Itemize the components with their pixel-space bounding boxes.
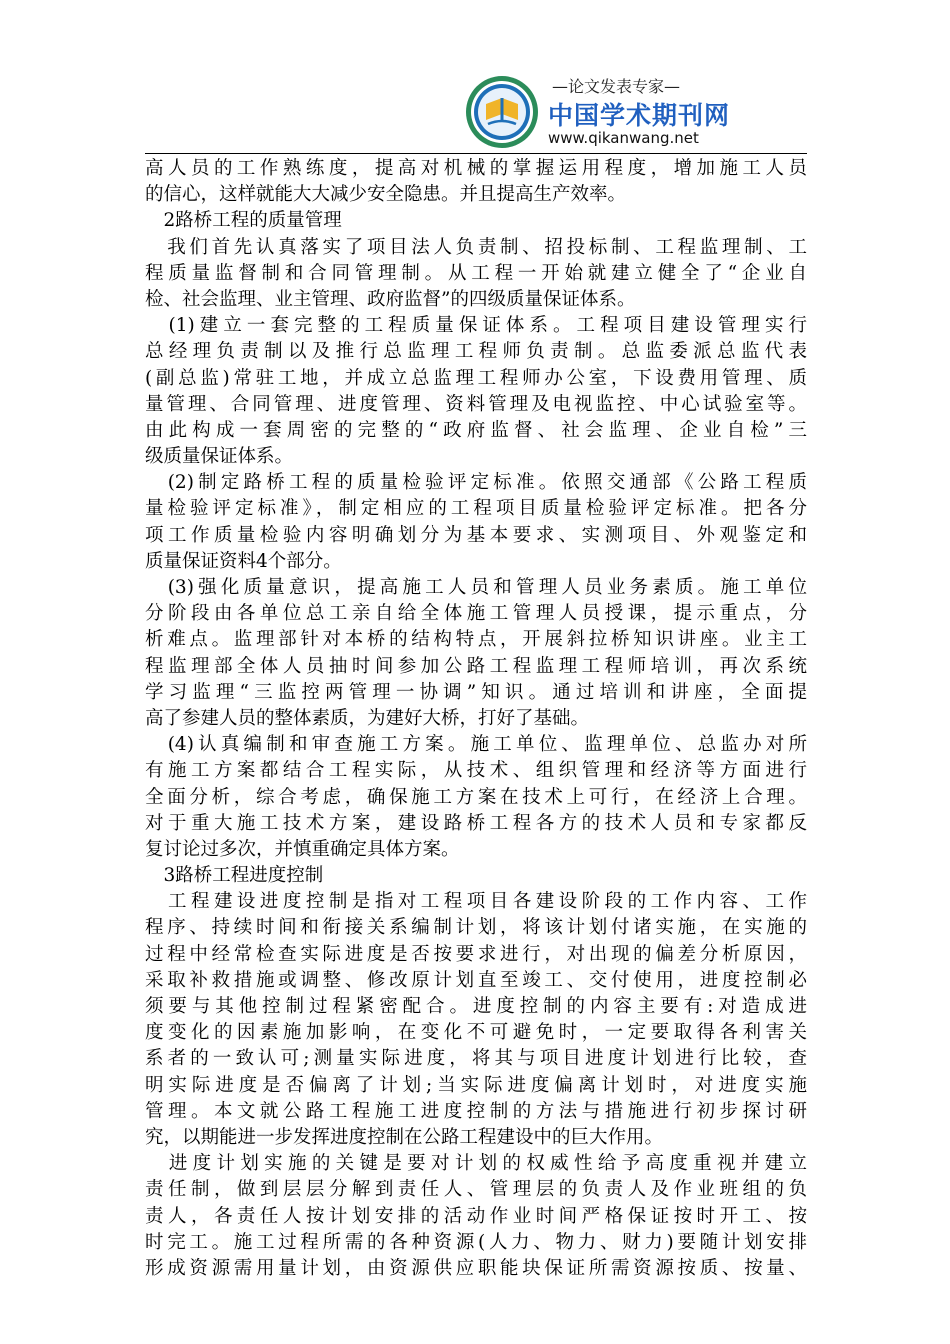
text-line: 管理。本文就公路工程施工进度控制的方法与措施进行初步探讨研: [145, 1100, 807, 1122]
text-line: 总经理负责制以及推行总监理工程师负责制。总监委派总监代表: [145, 341, 807, 363]
text-line: 程质量监督制和合同管理制。从工程一开始就建立健全了“企业自: [145, 262, 807, 284]
text-line: 我们首先认真落实了项目法人负责制、招投标制、工程监理制、工: [145, 236, 807, 258]
seal-logo-icon: [464, 74, 540, 150]
text-line: 的信心，这样就能大大减少安全隐患。并且提高生产效率。: [145, 184, 627, 206]
text-line: 责人，各责任人按计划安排的活动作业时间严格保证按时开工、按: [145, 1205, 807, 1227]
text-line: 学习监理“三监控两管理一协调”知识。通过培训和讲座，全面提: [145, 681, 807, 703]
text-line: 形成资源需用量计划，由资源供应职能块保证所需资源按质、按量、: [145, 1257, 807, 1279]
text-line: 进度计划实施的关键是要对计划的权威性给予高度重视并建立: [145, 1153, 807, 1175]
text-line: 须要与其他控制过程紧密配合。进度控制的内容主要有:对造成进: [145, 996, 807, 1017]
text-line: 过程中经常检查实际进度是否按要求进行，对出现的偏差分析原因，: [145, 943, 807, 965]
text-line: 由此构成一套周密的完整的“政府监督、社会监理、企业自检”三: [145, 419, 807, 441]
text-line: 级质量保证体系。: [145, 446, 294, 468]
text-line: 3路桥工程进度控制: [145, 865, 324, 887]
text-line: 采取补救措施或调整、修改原计划直至竣工、交付使用，进度控制必: [145, 969, 807, 991]
text-line: 析难点。监理部针对本桥的结构特点，开展斜拉桥知识讲座。业主工: [145, 629, 807, 651]
text-line: 责任制，做到层层分解到责任人、管理层的负责人及作业班组的负: [145, 1179, 807, 1201]
text-line: 度变化的因素施加影响，在变化不可避免时，一定要取得各利害关: [145, 1022, 807, 1044]
text-line: (2)制定路桥工程的质量检验评定标准。依照交通部《公路工程质: [145, 472, 807, 494]
text-line: 全面分析，综合考虑，确保施工方案在技术上可行，在经济上合理。: [145, 786, 807, 808]
text-line: 量检验评定标准》，制定相应的工程项目质量检验评定标准。把各分: [145, 498, 807, 520]
text-line: 究，以期能进一步发挥进度控制在公路工程建设中的巨大作用。: [145, 1126, 664, 1148]
text-line: 时完工。施工过程所需的各种资源(人力、物力、财力)要随计划安排: [145, 1231, 807, 1253]
text-line: (副总监)常驻工地，并成立总监理工程师办公室，下设费用管理、质: [145, 367, 807, 389]
text-line: 工程建设进度控制是指对工程项目各建设阶段的工作内容、工作: [145, 891, 807, 913]
text-line: 2路桥工程的质量管理: [145, 210, 342, 232]
logo-tagline: —论文发表专家—: [552, 77, 681, 96]
text-line: 有施工方案都结合工程实际，从技术、组织管理和经济等方面进行: [145, 760, 807, 782]
text-line: 明实际进度是否偏离了计划;当实际进度偏离计划时，对进度实施: [145, 1074, 807, 1096]
text-line: (1)建立一套完整的工程质量保证体系。工程项目建设管理实行: [145, 315, 807, 337]
text-line: 高了参建人员的整体素质，为建好大桥，打好了基础。: [145, 707, 590, 729]
site-logo: [464, 72, 731, 152]
text-line: 程监理部全体人员抽时间参加公路工程监理工程师培训，再次系统: [145, 655, 807, 677]
text-line: 分阶段由各单位总工亲自给全体施工管理人员授课，提示重点，分: [145, 603, 807, 625]
text-line: 质量保证资料4个部分。: [145, 550, 342, 572]
logo-url[interactable]: www.qikanwang.net: [548, 129, 699, 147]
text-line: (3)强化质量意识，提高施工人员和管理人员业务素质。施工单位: [145, 577, 807, 598]
text-line: 项工作质量检验内容明确划分为基本要求、实测项目、外观鉴定和: [145, 524, 807, 546]
header-divider: [145, 153, 807, 154]
text-line: 复讨论过多次，并慎重确定具体方案。: [145, 838, 460, 860]
text-line: (4)认真编制和审查施工方案。施工单位、监理单位、总监办对所: [145, 734, 807, 756]
logo-name: 中国学术期刊网: [548, 101, 731, 130]
article-body: [145, 156, 807, 1282]
text-line: 程序、持续时间和衔接关系编制计划，将该计划付诸实施，在实施的: [145, 917, 807, 939]
text-line: 量管理、合同管理、进度管理、资料管理及电视监控、中心试验室等。: [145, 393, 807, 415]
text-line: 对于重大施工技术方案，建设路桥工程各方的技术人员和专家都反: [145, 812, 807, 834]
text-line: 高人员的工作熟练度，提高对机械的掌握运用程度，增加施工人员: [145, 158, 807, 179]
text-line: 系者的一致认可;测量实际进度，将其与项目进度计划进行比较，查: [145, 1048, 807, 1070]
text-line: 检、社会监理、业主管理、政府监督”的四级质量保证体系。: [145, 288, 636, 310]
